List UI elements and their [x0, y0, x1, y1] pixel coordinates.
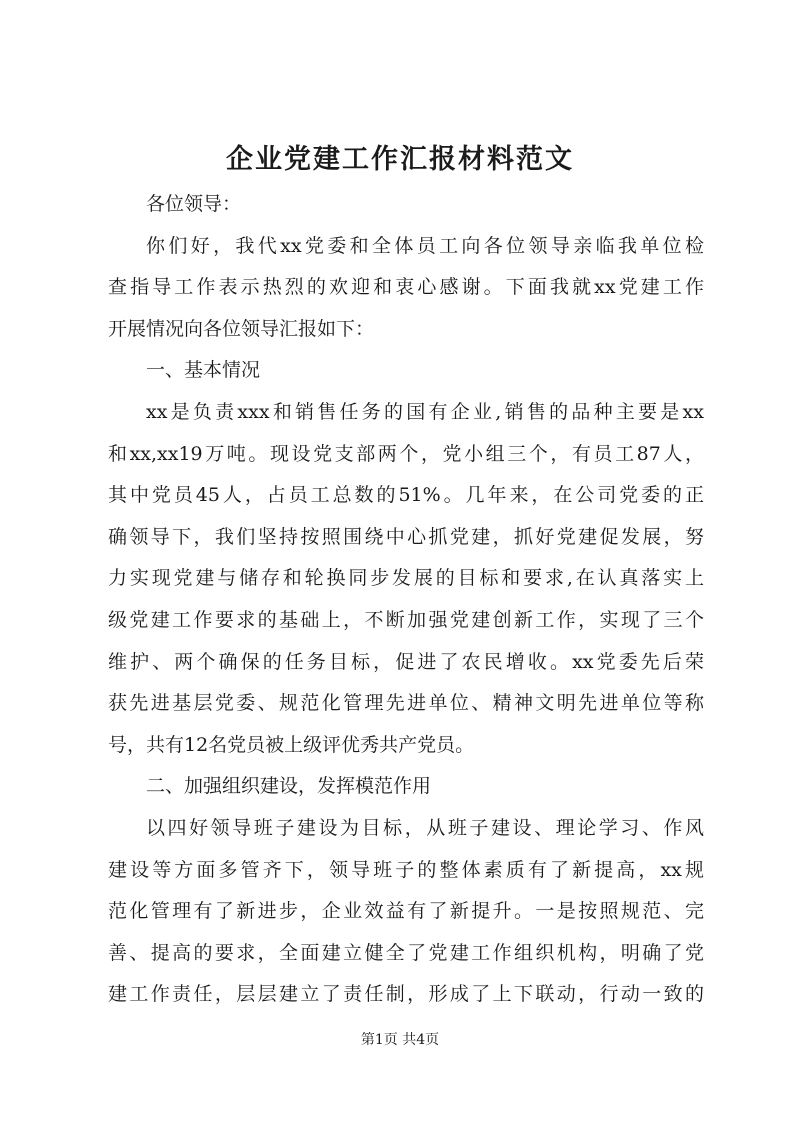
text-line: 确领导下，我们坚持按照围绕中心抓党建，抓好党建促发展，努 — [108, 525, 704, 548]
text-line: 查指导工作表示热烈的欢迎和衷心感谢。下面我就xx党建工作 — [108, 276, 704, 299]
text-line: 建设等方面多管齐下，领导班子的整体素质有了新提高，xx规 — [108, 858, 704, 881]
document-title: 企业党建工作汇报材料范文 — [226, 144, 574, 175]
text-line: 建工作责任，层层建立了责任制，形成了上下联动，行动一致的 — [108, 983, 704, 1006]
text-line: 你们好，我代xx党委和全体员工向各位领导亲临我单位检 — [146, 234, 704, 257]
page-footer: 第1页 共4页 — [360, 1032, 440, 1048]
text-line: 以四好领导班子建设为目标，从班子建设、理论学习、作风 — [146, 816, 704, 839]
text-line: 二、加强组织建设，发挥模范作用 — [146, 775, 432, 798]
text-line: 各位领导： — [146, 193, 242, 215]
text-line: 和xx,xx19万吨。现设党支部两个，党小组三个，有员工87人， — [108, 442, 704, 465]
text-line: 范化管理有了新进步，企业效益有了新提升。一是按照规范、完 — [108, 900, 704, 923]
text-line: 获先进基层党委、规范化管理先进单位、精神文明先进单位等称 — [108, 692, 704, 715]
text-line: 维护、两个确保的任务目标，促进了农民增收。xx党委先后荣 — [108, 650, 704, 673]
text-line: 力实现党建与储存和轮换同步发展的目标和要求,在认真落实上 — [108, 567, 704, 590]
text-line: xx是负责xxx和销售任务的国有企业,销售的品种主要是xx — [146, 400, 704, 423]
document-body — [108, 184, 704, 1016]
text-line: 级党建工作要求的基础上，不断加强党建创新工作，实现了三个 — [108, 608, 704, 631]
text-line: 其中党员45人，占员工总数的51%。几年来，在公司党委的正 — [108, 484, 704, 507]
text-line: 一、基本情况 — [146, 359, 261, 382]
text-line: 善、提高的要求，全面建立健全了党建工作组织机构，明确了党 — [108, 941, 704, 964]
text-line: 号，共有12名党员被上级评优秀共产党员。 — [108, 733, 475, 756]
text-line: 开展情况向各位领导汇报如下： — [108, 317, 375, 340]
